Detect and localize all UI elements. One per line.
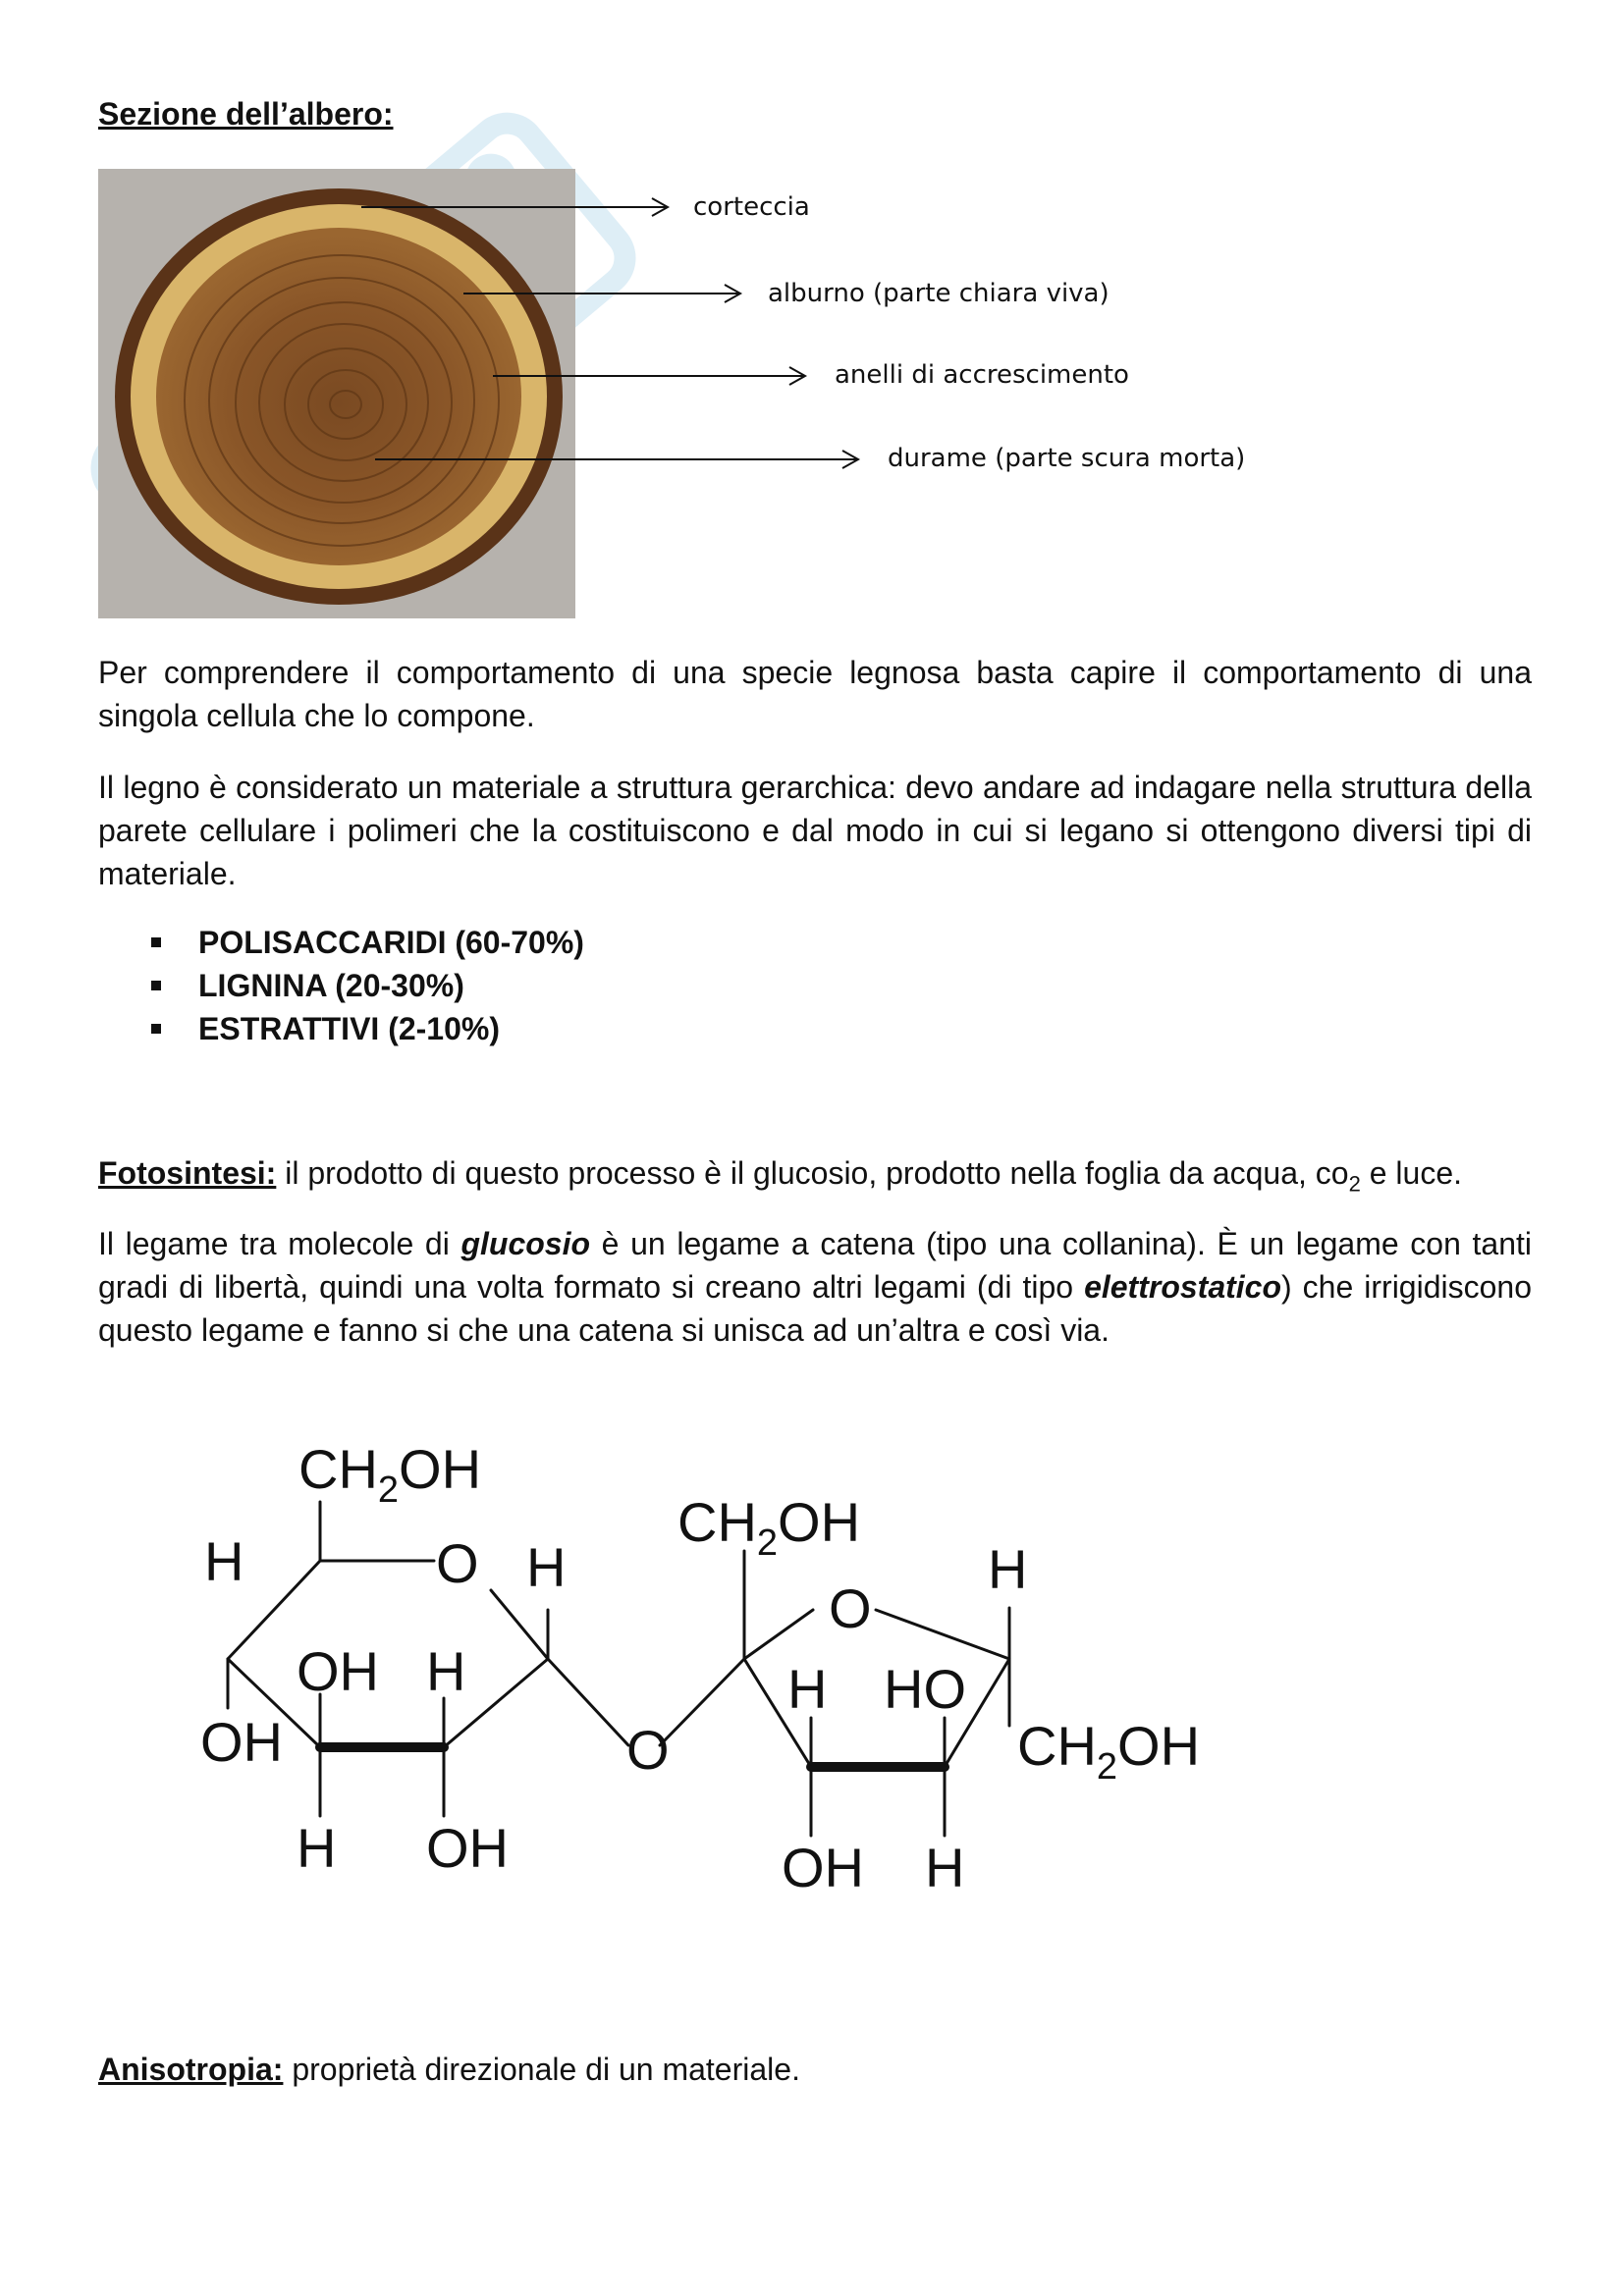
paragraph-anisotropy: Anisotropia: proprietà direzionale di un materiale. (98, 2052, 800, 2087)
label-ring-oxygen-fructose: O (829, 1577, 872, 1639)
list-item: LIGNINA (20-30%) (147, 964, 584, 1007)
list-item: POLISACCARIDI (60-70%) (147, 921, 584, 964)
label-h: H (204, 1530, 244, 1592)
label-oh: OH (426, 1817, 509, 1879)
paragraph-photosynthesis: Fotosintesi: il prodotto di questo processo è il glucosio, prodotto nella foglia da acqua, $co_2$ e luce. (98, 1155, 1462, 1197)
paragraph-glucose-bond: Il legame tra molecole di glucosio è un legame a catena (tipo una collanina). È un legame con tanti gradi di libertà, quindi una volta formato si creano altri legami (di tipo elettrostatico) che irrigidiscono questo legame e fanno si che una catena si unisca ad un’altra e così via. (98, 1226, 1533, 1348)
label-heartwood: durame (parte scura morta) (888, 444, 1246, 473)
label-glycosidic-oxygen: O (626, 1719, 670, 1781)
label-growth-rings: anelli di accrescimento (835, 360, 1129, 390)
term-anisotropy: Anisotropia: (98, 2052, 284, 2087)
label-ch2oh-fructose: $CH_2OH$ (677, 1491, 861, 1564)
label-h: H (426, 1640, 466, 1702)
label-ho: HO (884, 1658, 966, 1720)
term-photosynthesis: Fotosintesi: (98, 1155, 277, 1191)
label-h: H (988, 1538, 1028, 1600)
term-glucose: glucosio (460, 1226, 591, 1261)
label-h: H (297, 1817, 337, 1879)
label-ch2oh-glucose: $CH_2OH$ (298, 1438, 482, 1511)
term-electrostatic: elettrostatico (1084, 1269, 1281, 1305)
list-item: ESTRATTIVI (2-10%) (147, 1007, 584, 1050)
label-h: H (526, 1536, 567, 1598)
label-h: H (925, 1837, 965, 1898)
section-title-tree: Sezione dell’albero: (98, 96, 394, 132)
sucrose-structure-diagram (177, 1414, 1218, 1924)
bullet-square-icon (151, 937, 161, 947)
label-oh: OH (297, 1640, 379, 1702)
label-h: H (787, 1658, 828, 1720)
label-bark: corteccia (693, 192, 810, 222)
paragraph-hierarchical-structure: Il legno è considerato un materiale a struttura gerarchica: devo andare ad indagare nella struttura della parete cellulare i polimeri che la costituiscono e dal modo in cui si legano si ottengono diversi tipi di materiale. (98, 770, 1532, 891)
label-sapwood: alburno (parte chiara viva) (768, 279, 1110, 308)
composition-list (147, 921, 584, 1050)
paragraph-cell-behaviour: Per comprendere il comportamento di una specie legnosa basta capire il comportamento di una singola cellula che lo compone. (98, 655, 1532, 733)
wood-annotation-arrows (0, 0, 1624, 687)
label-oh: OH (782, 1837, 864, 1898)
bullet-square-icon (151, 981, 161, 990)
bullet-square-icon (151, 1024, 161, 1034)
label-ch2oh-fructose-bottom: $CH_2OH$ (1017, 1715, 1201, 1788)
label-oh: OH (200, 1711, 283, 1773)
label-ring-oxygen-glucose: O (436, 1532, 479, 1594)
